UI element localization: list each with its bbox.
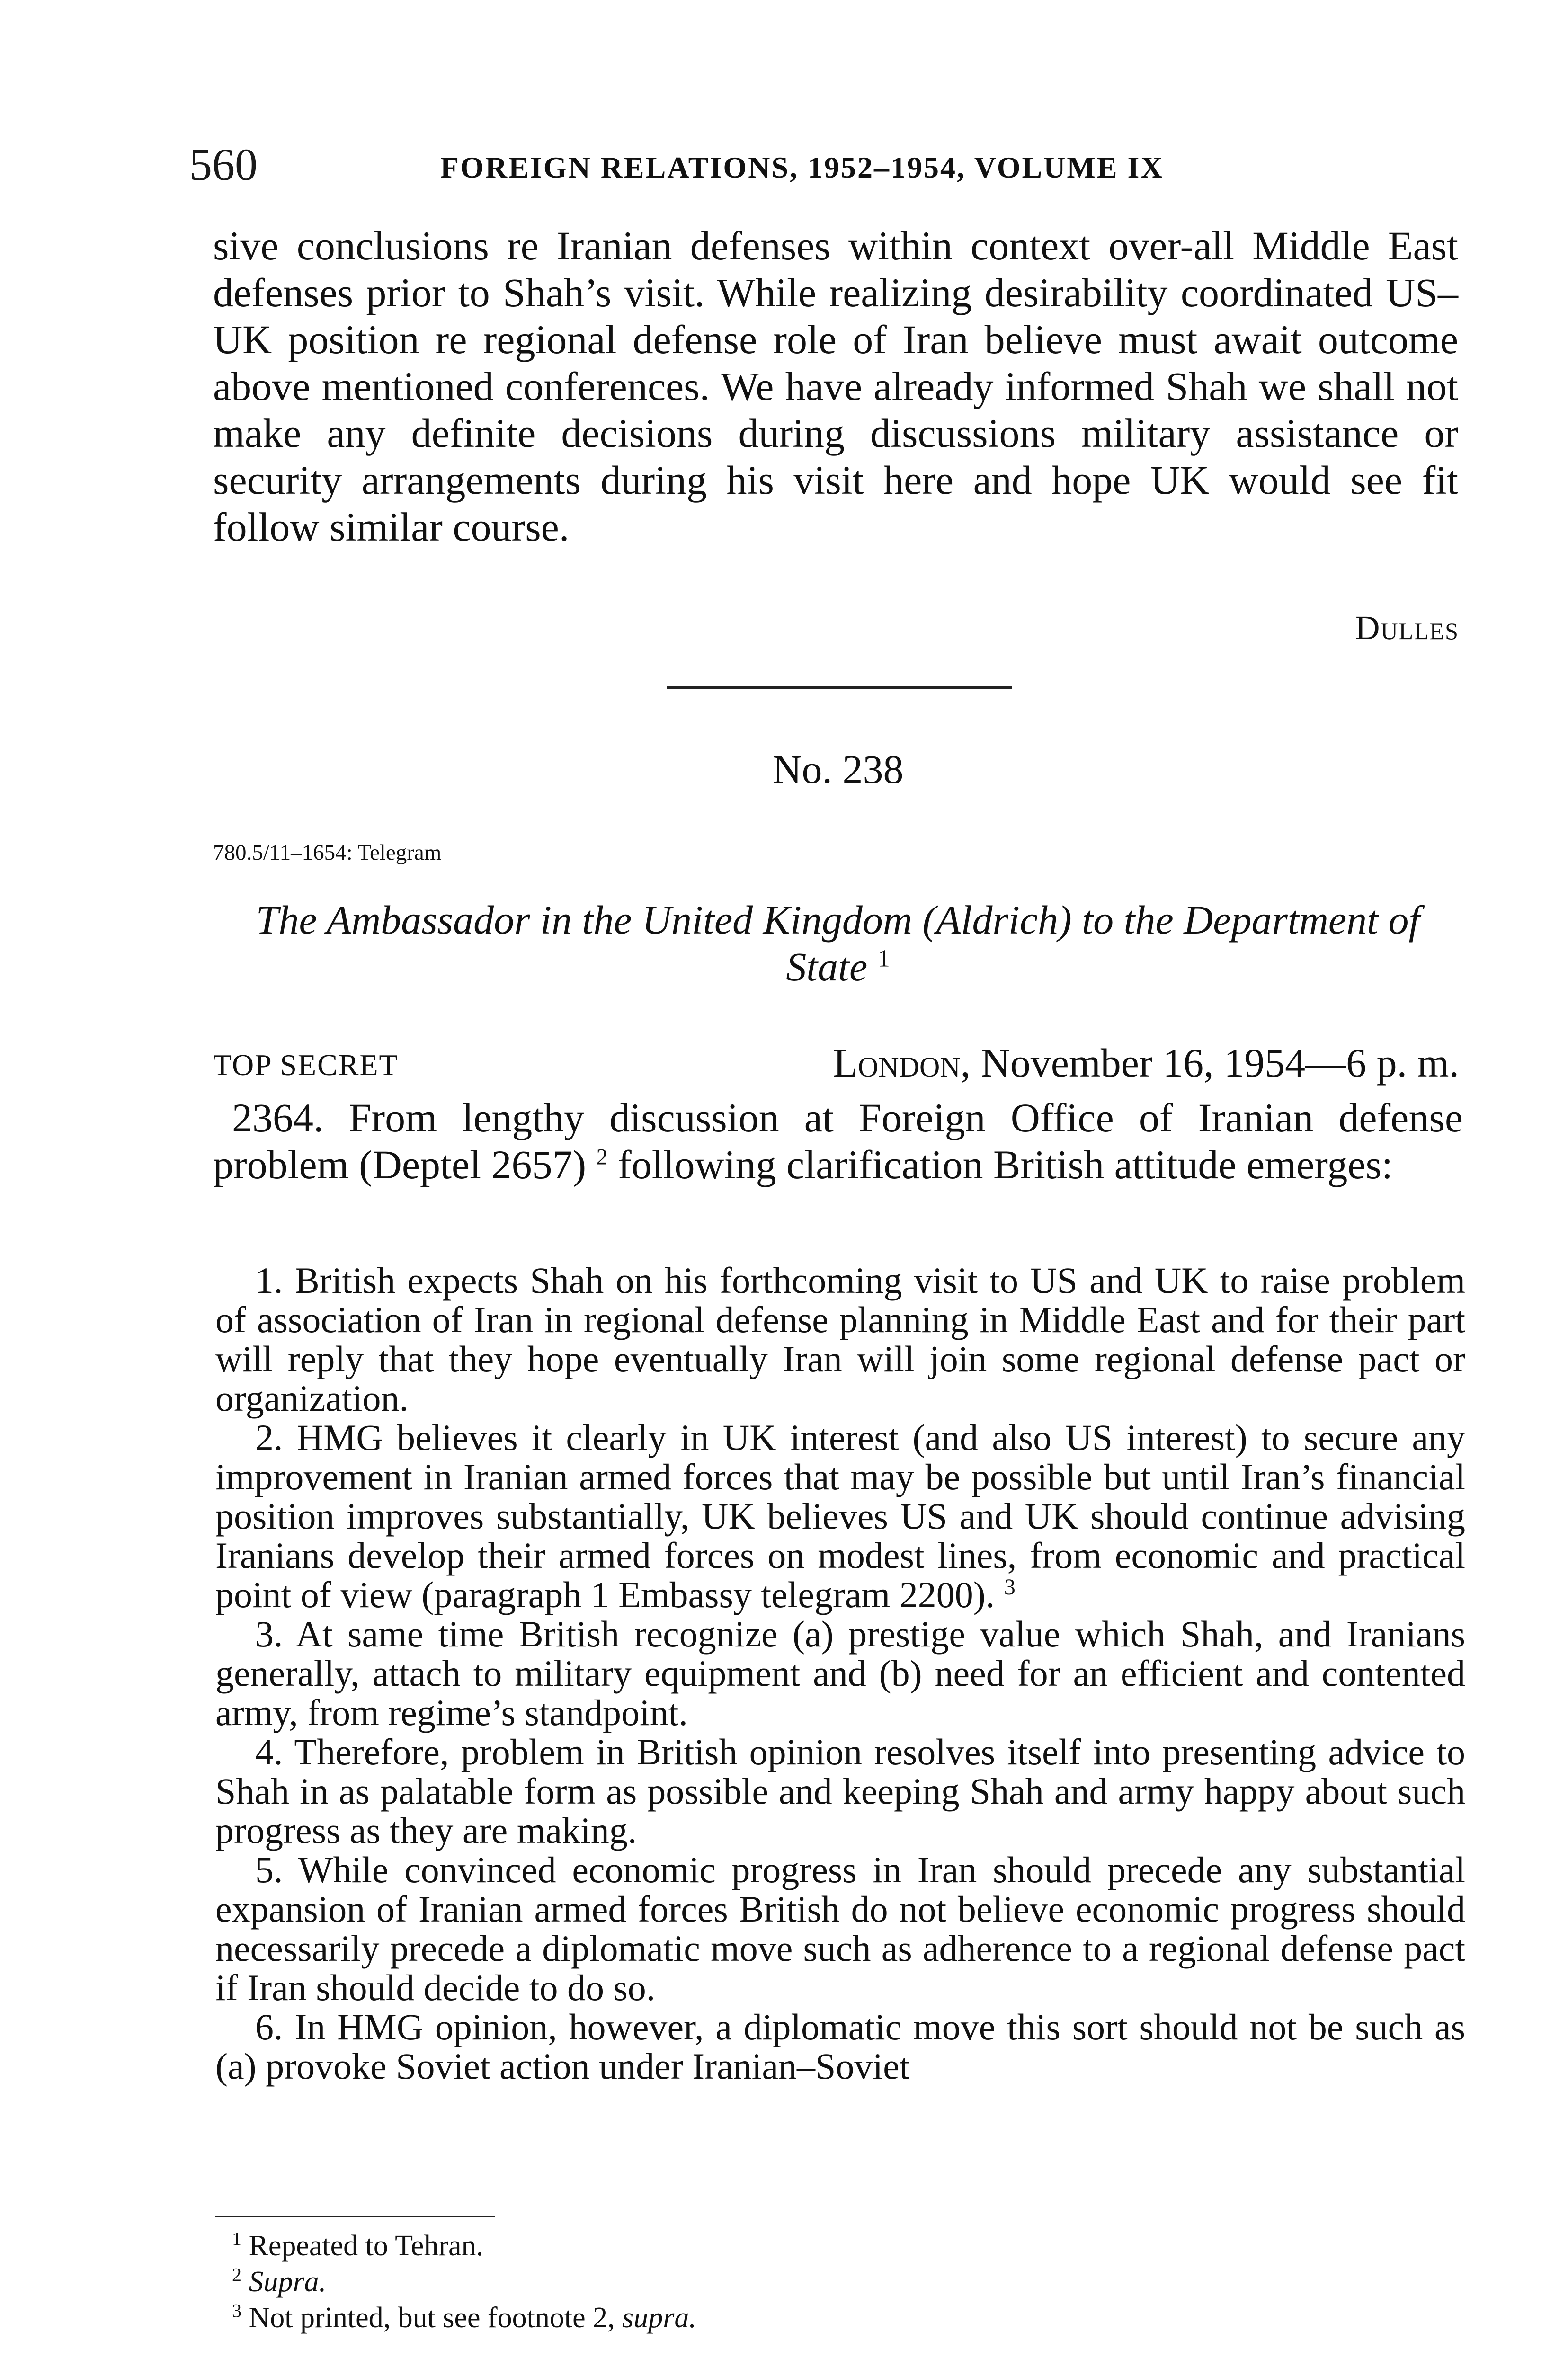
point-2-text: 2. HMG believes it clearly in UK interest (and also US interest) to secure any improvement in Iranian armed forces that may be possible but until Iran’s financial position improves substantially, UK believes US and UK should continue advising Iranians develop their armed forces on modest lines, from economic and practical point of view (paragraph 1 Embassy telegram 2200).: [215, 1417, 1465, 1615]
document-title-text: The Ambassador in the United Kingdom (Aldrich) to the Department of State: [256, 897, 1420, 989]
footnote-2-mark: 2: [232, 2264, 241, 2286]
point-3: 3. At same time British recognize (a) prestige value which Shah, and Iranians generally, attach to military equipment and (b) need for an efficient and contented army, from regime’s standpoint.: [215, 1613, 1465, 1733]
section-divider: [667, 686, 1012, 689]
intro-text-before: 2364. From lengthy discussion at Foreign Office of Iranian defense problem (Deptel 2657): [213, 1095, 1463, 1187]
document-number: No. 238: [772, 747, 904, 792]
footnote-3-text: Not printed, but see footnote 2,: [249, 2302, 623, 2334]
footnote-3: [232, 2300, 1179, 2336]
footnote-ref-2: 2: [596, 1144, 608, 1170]
page-number: 560: [189, 139, 258, 190]
footnote-ref-3: 3: [1004, 1575, 1016, 1600]
footnote-1: [232, 2228, 1179, 2264]
file-reference: 780.5/11–1654: Telegram: [213, 840, 442, 865]
footnote-3-mark: 3: [232, 2300, 241, 2322]
continued-paragraph: [213, 222, 1458, 551]
numbered-points: [215, 1261, 1465, 2086]
footnote-ref-1: 1: [877, 945, 890, 972]
point-6: 6. In HMG opinion, however, a diplomatic move this sort should not be such as (a) provoke Soviet action under Iranian–Soviet: [215, 2006, 1465, 2087]
dateline-location: London: [833, 1040, 961, 1086]
point-5: 5. While convinced economic progress in Iran should precede any substantial expansion of Iranian armed forces British do not believe economic progress should necessarily precede a diplomatic move such as adherence to a regional defense pact if Iran should decide to do so.: [215, 1849, 1465, 2008]
dateline-date: , November 16, 1954—6 p. m.: [960, 1040, 1459, 1086]
footnote-1-text: Repeated to Tehran.: [249, 2230, 483, 2262]
telegram-intro: [213, 1095, 1463, 1188]
running-head: FOREIGN RELATIONS, 1952–1954, VOLUME IX: [440, 151, 1164, 184]
footnote-2: [232, 2264, 1179, 2300]
footnotes: [232, 2228, 1179, 2336]
footnote-rule: [215, 2216, 495, 2217]
point-2: [215, 1418, 1465, 1614]
footnote-2-italic: Supra.: [249, 2266, 327, 2298]
dateline: [833, 1040, 1459, 1086]
footnote-1-mark: 1: [232, 2228, 241, 2250]
continued-text: sive conclusions re Iranian defenses within context over-all Middle East defenses prior to Shah’s visit. While realizing desirability coordinated US–UK position re regional defense role of Iran believe must await outcome above mentioned conferences. We have already informed Shah we shall not make any definite decisions during discussions military assistance or security arrangements during his visit here and hope UK would see fit follow similar course.: [213, 223, 1458, 550]
document-title: [213, 897, 1463, 990]
point-1: 1. British expects Shah on his forthcoming visit to US and UK to raise problem of association of Iran in regional defense planning in Middle East and for their part will reply that they hope eventually Iran will join some regional defense pact or organization.: [215, 1260, 1465, 1419]
signature: Dulles: [1355, 609, 1459, 647]
footnote-3-italic: supra.: [622, 2302, 696, 2334]
point-4: 4. Therefore, problem in British opinion resolves itself into presenting advice to Shah in as palatable form as possible and keeping Shah and army happy about such progress as they are making.: [215, 1731, 1465, 1851]
intro-text-after: following clarification British attitude emerges:: [607, 1142, 1393, 1187]
classification-marking: TOP SECRET: [213, 1048, 399, 1082]
